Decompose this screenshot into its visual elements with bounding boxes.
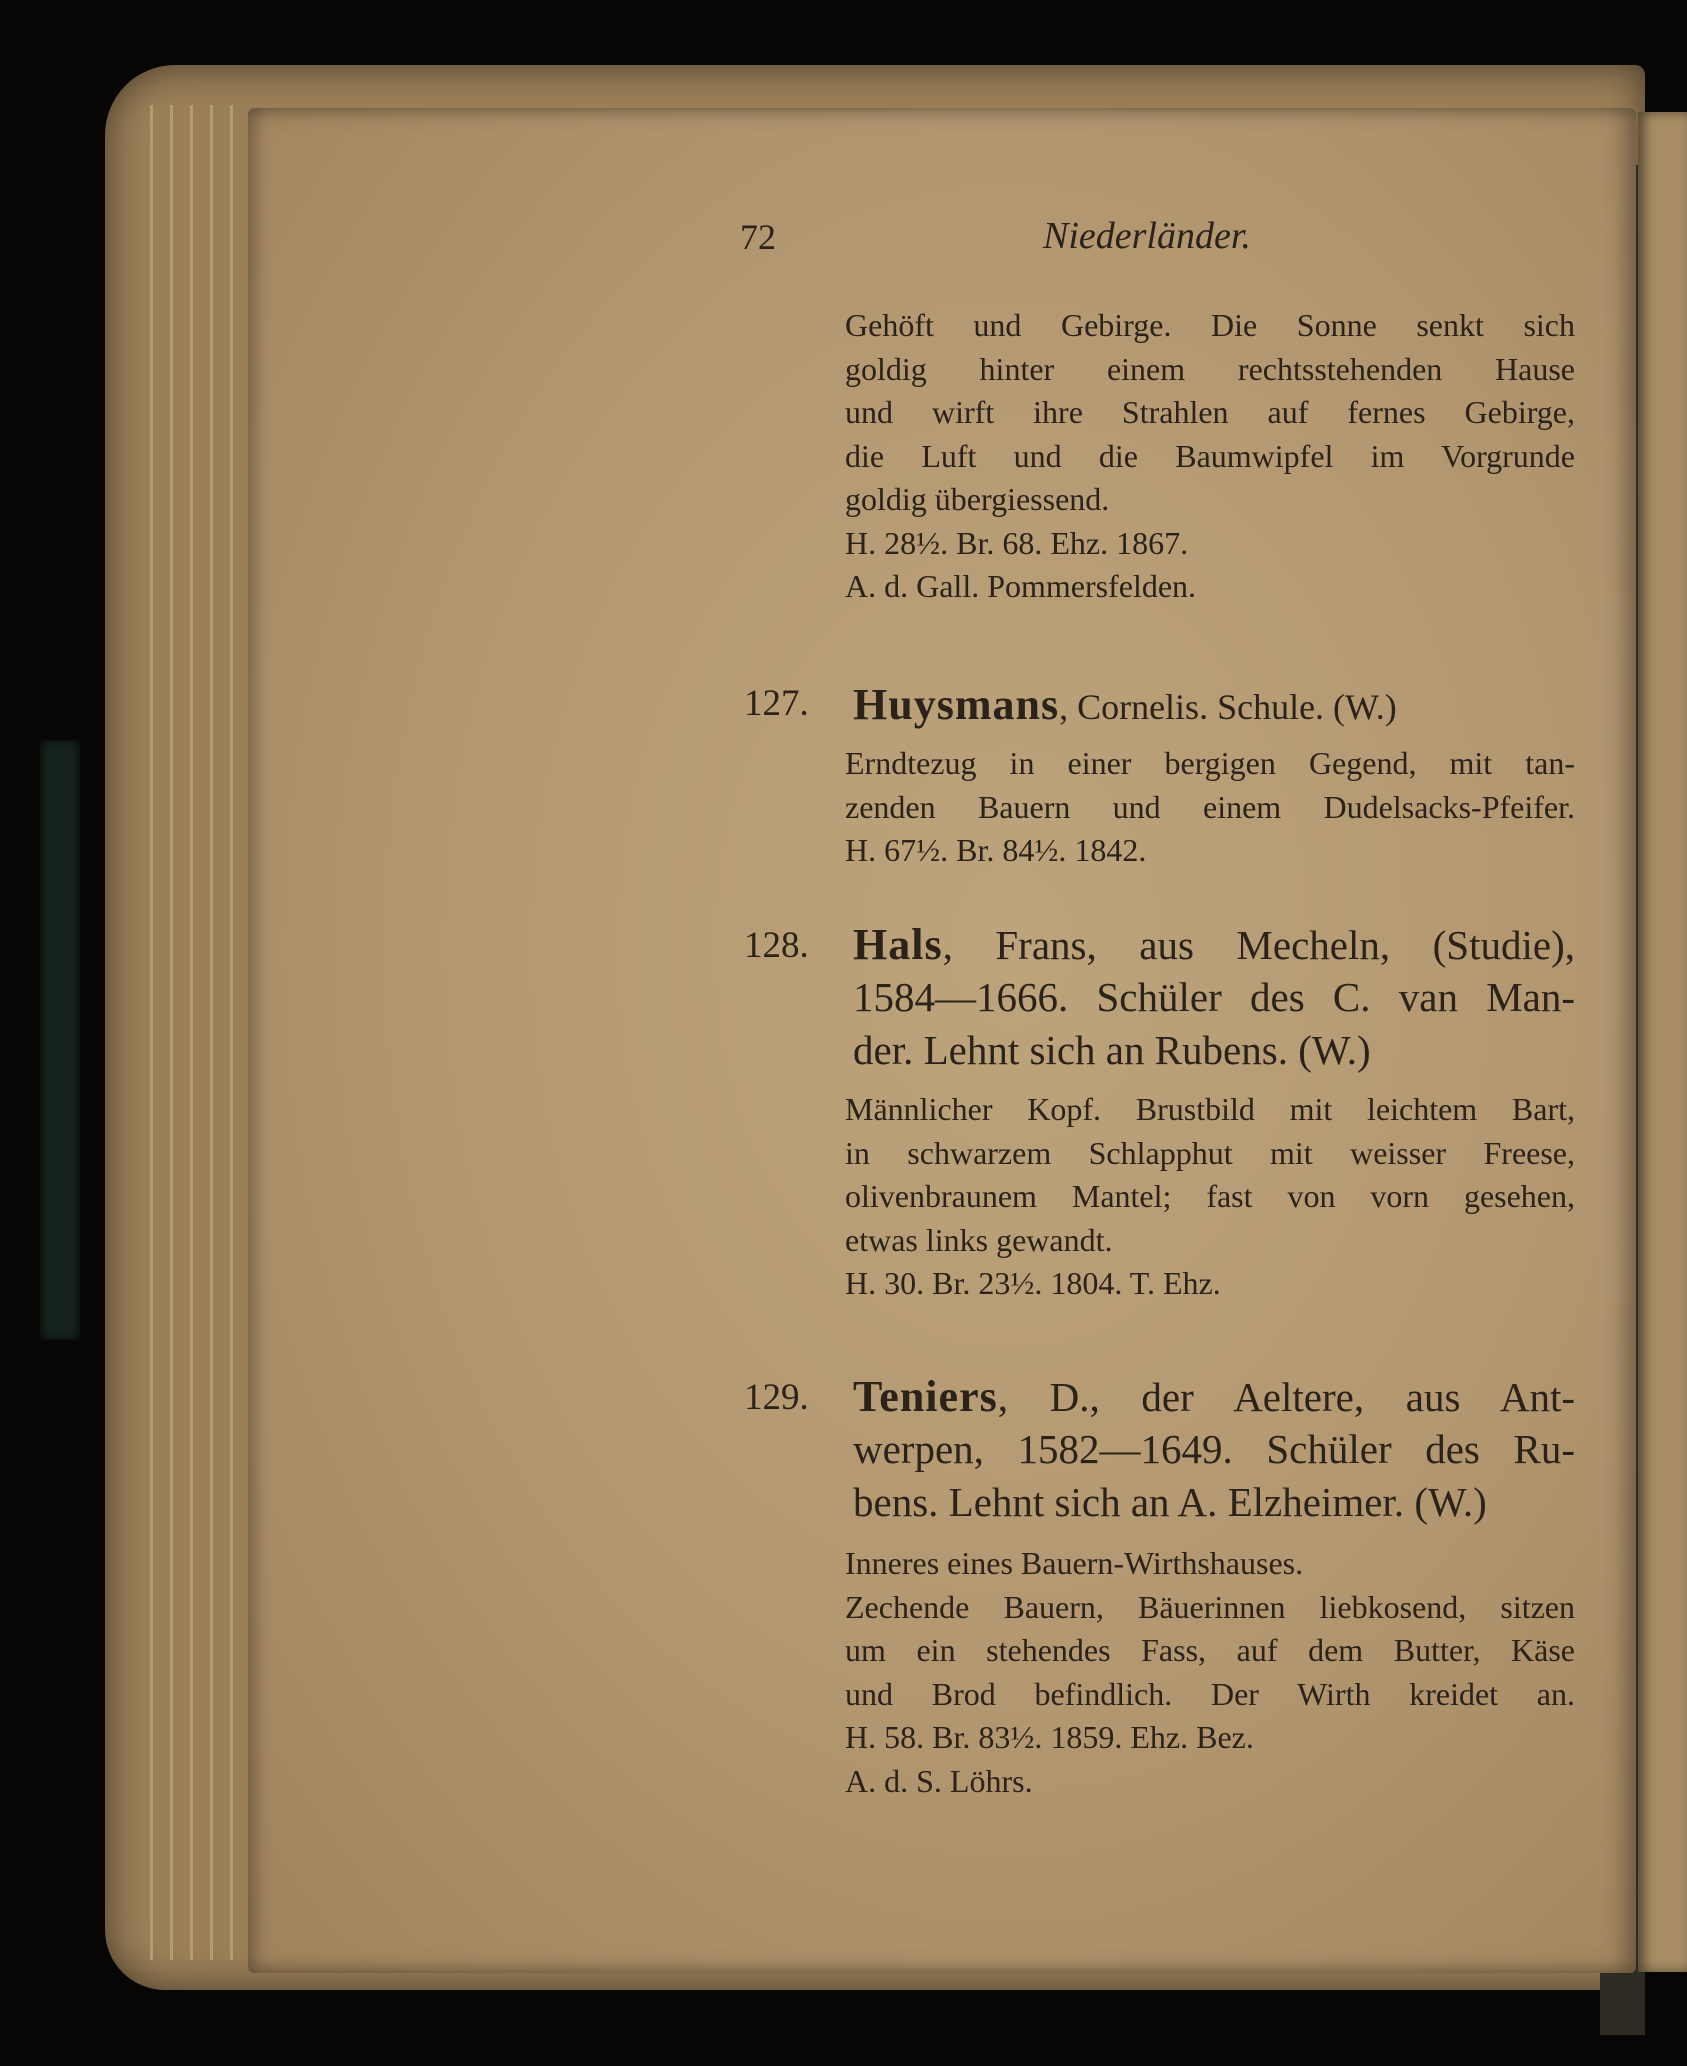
book-spine (40, 740, 80, 1340)
heading-text: , D., der Aeltere, aus Ant- (997, 1374, 1575, 1420)
entry-number: 129. (744, 1377, 809, 1418)
page-edge (170, 105, 173, 1960)
page-number: 72 (740, 217, 776, 257)
continuation-text (845, 304, 1575, 609)
heading-text: , Cornelis. Schule. (W.) (1059, 687, 1397, 727)
text-line: H. 28½. Br. 68. Ehz. 1867. (845, 524, 1189, 561)
artist-name: Hals (853, 920, 943, 969)
text-line: H. 67½. Br. 84½. 1842. (845, 832, 1147, 868)
text-line: Inneres eines Bauern-Wirthshauses. (845, 1545, 1304, 1581)
entry-description (845, 1088, 1575, 1306)
entry-heading (853, 1370, 1575, 1529)
text-line: und wirft ihre Strahlen auf fernes Gebirge, (845, 394, 1575, 430)
text-line: um ein stehendes Fass, auf dem Butter, Käse (845, 1632, 1575, 1668)
heading-text: 1584—1666. Schüler des C. van Man- (853, 974, 1575, 1020)
heading-text: bens. Lehnt sich an A. Elzheimer. (W.) (853, 1479, 1487, 1525)
entry-heading (853, 678, 1575, 731)
text-line: in schwarzem Schlapphut mit weisser Freese, (845, 1134, 1575, 1171)
text-line: Erndtezug in einer bergigen Gegend, mit tan- (845, 745, 1575, 781)
book-page (248, 108, 1636, 1973)
text-line: goldig hinter einem rechtsstehenden Hause (845, 350, 1575, 387)
text-line: H. 58. Br. 83½. 1859. Ehz. Bez. (845, 1719, 1254, 1755)
entry-description (845, 742, 1575, 873)
heading-text: der. Lehnt sich an Rubens. (W.) (853, 1027, 1371, 1073)
heading-text: werpen, 1582—1649. Schüler des Ru- (853, 1426, 1575, 1472)
text-line: Männlicher Kopf. Brustbild mit leichtem Bart, (845, 1091, 1575, 1127)
text-line: A. d. S. Löhrs. (845, 1762, 1033, 1799)
text-line: olivenbraunem Mantel; fast von vorn gesehen, (845, 1178, 1575, 1214)
text-line: die Luft und die Baumwipfel im Vorgrunde (845, 437, 1575, 474)
text-line: goldig übergiessend. (845, 481, 1110, 517)
heading-text: , Frans, aus Mecheln, (Studie), (942, 922, 1575, 968)
text-line: zenden Bauern und einem Dudelsacks-Pfeifer. (845, 788, 1575, 825)
text-line: etwas links gewandt. (845, 1221, 1113, 1258)
entry-number: 128. (744, 925, 809, 966)
page-edge (230, 105, 233, 1960)
page-edge (150, 105, 153, 1960)
text-line: und Brod befindlich. Der Wirth kreidet an. (845, 1675, 1575, 1712)
text-line: Zechende Bauern, Bäuerinnen liebkosend, sitzen (845, 1588, 1575, 1625)
text-line: Gehöft und Gebirge. Die Sonne senkt sich (845, 307, 1575, 343)
page-edge (210, 105, 213, 1960)
entry-number: 127. (744, 683, 809, 724)
text-line: H. 30. Br. 23½. 1804. T. Ehz. (845, 1265, 1221, 1301)
artist-name: Teniers (853, 1372, 998, 1421)
artist-name: Huysmans (853, 680, 1060, 729)
entry-heading (853, 918, 1575, 1077)
entry-description (845, 1542, 1575, 1803)
page-edge (190, 105, 193, 1960)
running-title: Niederländer. (1043, 215, 1251, 257)
text-line: A. d. Gall. Pommersfelden. (845, 568, 1197, 604)
facing-page-edge (1638, 112, 1687, 1972)
